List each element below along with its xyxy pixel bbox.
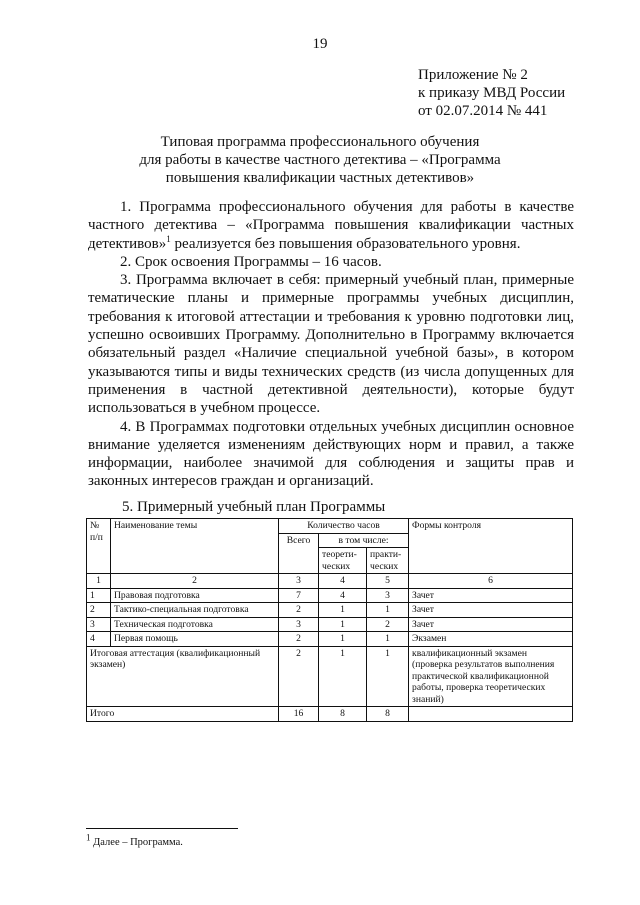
cell-theory: 8 (319, 707, 367, 722)
cell-theory: 1 (319, 632, 367, 647)
cell-form: Зачет (409, 603, 573, 618)
curriculum-table (86, 518, 573, 722)
header-hours: Количество часов (279, 519, 409, 534)
table-row (87, 617, 573, 632)
paragraph-4: 4. В Программах подготовки отдельных учебных дисциплин основное внимание уделяется изменениям действующих норм и правил, а также информации, наиболее значимой для соблюдения и защиты прав и законных интересов граждан и организаций. (88, 418, 574, 490)
cell-name: Правовая подготовка (111, 588, 279, 603)
appendix-line: к приказу МВД России (418, 85, 566, 101)
total-row (87, 707, 573, 722)
footnote-ref: 1 (166, 233, 171, 244)
cell-total: 2 (279, 632, 319, 647)
cell-num: 3 (87, 617, 111, 632)
column-number-row (87, 574, 573, 589)
table-row (87, 588, 573, 603)
cell-name: Итоговая аттестация (квалификационный экзамен) (87, 646, 279, 707)
cell-num: 1 (87, 588, 111, 603)
cell-total: 7 (279, 588, 319, 603)
cell-name: Итого (87, 707, 279, 722)
cell-total: 3 (279, 617, 319, 632)
cell-total: 16 (279, 707, 319, 722)
cell-practice: 3 (367, 588, 409, 603)
appendix-line: от 02.07.2014 № 441 (418, 103, 548, 119)
footnote-mark: 1 (86, 832, 91, 843)
paragraph-2: 2. Срок освоения Программы – 16 часов. (120, 253, 382, 270)
column-number: 2 (111, 574, 279, 589)
cell-practice: 1 (367, 603, 409, 618)
header-forms: Формы контроля (409, 519, 573, 574)
cell-practice: 1 (367, 632, 409, 647)
column-number: 3 (279, 574, 319, 589)
cell-num: 2 (87, 603, 111, 618)
cell-practice: 1 (367, 646, 409, 707)
cell-form: квалификационный экзамен (проверка результатов выполнения практической квалификационной работы, проверка теоретических знаний) (409, 646, 573, 707)
footnote-text: Далее – Программа. (90, 837, 183, 848)
page-number: 19 (312, 36, 328, 52)
cell-form (409, 707, 573, 722)
paragraph-1 (88, 198, 574, 253)
header-theory: теорети-ческих (319, 548, 367, 574)
cell-num: 4 (87, 632, 111, 647)
column-number: 5 (367, 574, 409, 589)
title-line: повышения квалификации частных детективов» (165, 170, 475, 186)
header-name: Наименование темы (111, 519, 279, 574)
cell-theory: 1 (319, 617, 367, 632)
paragraph-3: 3. Программа включает в себя: примерный учебный план, примерные тематические планы и примерные программы учебных дисциплин, требования к итоговой аттестации и требования к уровню подготовки лиц, успешно освоивших Программу. Дополнительно в Программу включается обязательный раздел «Наличие специальной учебной базы», в котором указываются типы и виды технических средств (из числа допущенных для применения в частной детективной деятельности), которые будут использоваться в учебном процессе. (88, 272, 574, 417)
cell-form: Зачет (409, 617, 573, 632)
column-number: 1 (87, 574, 111, 589)
table-row (87, 603, 573, 618)
cell-theory: 1 (319, 603, 367, 618)
footnote-divider (86, 828, 238, 829)
cell-form: Зачет (409, 588, 573, 603)
cell-theory: 1 (319, 646, 367, 707)
column-number: 6 (409, 574, 573, 589)
appendix-line: Приложение № 2 (418, 67, 528, 83)
document-title (120, 133, 520, 187)
plan-title: 5. Примерный учебный план Программы (122, 499, 386, 515)
title-line: для работы в качестве частного детектива – «Программа (139, 152, 501, 168)
column-number: 4 (319, 574, 367, 589)
header-total: Всего (279, 533, 319, 574)
cell-form: Экзамен (409, 632, 573, 647)
final-attestation-row (87, 646, 573, 707)
header-practice: практи-ческих (367, 548, 409, 574)
title-line: Типовая программа профессионального обучения (160, 134, 480, 150)
cell-theory: 4 (319, 588, 367, 603)
cell-name: Первая помощь (111, 632, 279, 647)
header-including: в том числе: (319, 533, 409, 548)
header-num: № п/п (87, 519, 111, 574)
cell-practice: 8 (367, 707, 409, 722)
table-row (87, 632, 573, 647)
cell-practice: 2 (367, 617, 409, 632)
appendix-header (418, 66, 565, 120)
paragraph-text: 1. Программа профессионального обучения для работы в качестве частного детектива – «Программа повышения квалификации частных детективов» (88, 199, 574, 252)
paragraph-text: реализуется без повышения образовательного уровня. (170, 235, 521, 252)
cell-total: 2 (279, 603, 319, 618)
cell-name: Тактико-специальная подготовка (111, 603, 279, 618)
footnote (86, 832, 183, 848)
cell-name: Техническая подготовка (111, 617, 279, 632)
cell-total: 2 (279, 646, 319, 707)
document-body (88, 198, 574, 491)
